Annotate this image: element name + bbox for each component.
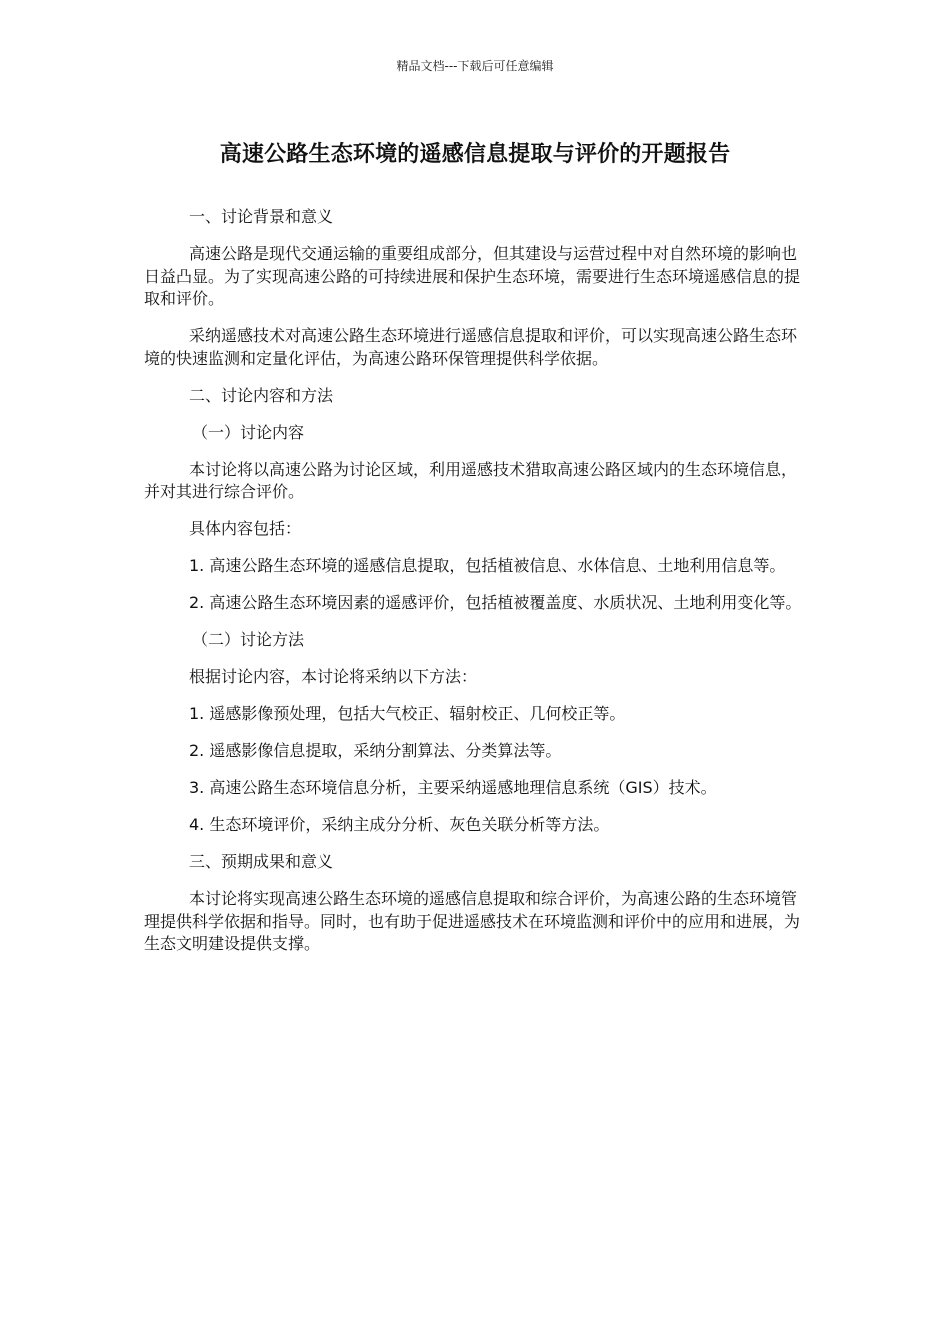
paragraph: 采纳遥感技术对高速公路生态环境进行遥感信息提取和评价，可以实现高速公路生态环境的快速监测和定量化评估，为高速公路环保管理提供科学依据。 xyxy=(144,326,798,368)
list-item: 2. 高速公路生态环境因素的遥感评价，包括植被覆盖度、水质状况、土地利用变化等。 xyxy=(189,593,802,612)
list-item: 1. 遥感影像预处理，包括大气校正、辐射校正、几何校正等。 xyxy=(189,704,626,723)
paragraph: 高速公路是现代交通运输的重要组成部分，但其建设与运营过程中对自然环境的影响也日益凸显。为了实现高速公路的可持续进展和保护生态环境，需要进行生态环境遥感信息的提取和评价。 xyxy=(144,244,801,308)
list-item: 1. 高速公路生态环境的遥感信息提取，包括植被信息、水体信息、土地利用信息等。 xyxy=(189,556,786,575)
paragraph: 根据讨论内容，本讨论将采纳以下方法： xyxy=(189,667,478,686)
paragraph: 本讨论将以高速公路为讨论区域，利用遥感技术猎取高速公路区域内的生态环境信息，并对其进行综合评价。 xyxy=(144,459,798,501)
list-item: 4. 生态环境评价，采纳主成分分析、灰色关联分析等方法。 xyxy=(189,815,610,834)
list-item: 3. 高速公路生态环境信息分析，主要采纳遥感地理信息系统（GIS）技术。 xyxy=(189,778,717,797)
document-title: 高速公路生态环境的遥感信息提取与评价的开题报告 xyxy=(219,142,731,167)
section-heading-outcomes: 三、预期成果和意义 xyxy=(189,852,334,871)
list-item: 2. 遥感影像信息提取，采纳分割算法、分类算法等。 xyxy=(189,741,562,760)
document-body xyxy=(144,206,806,970)
section-heading-content-methods: 二、讨论内容和方法 xyxy=(189,385,334,405)
page-header: 精品文档---下载后可任意编辑 xyxy=(396,59,554,73)
paragraph: 本讨论将实现高速公路生态环境的遥感信息提取和综合评价，为高速公路的生态环境管理提供科学依据和指导。同时，也有助于促进遥感技术在环境监测和评价中的应用和进展，为生态文明建设提供支撑。 xyxy=(144,889,801,953)
paragraph: 具体内容包括： xyxy=(189,519,302,538)
section-heading-background: 一、讨论背景和意义 xyxy=(189,207,334,226)
subsection-heading-content: （一）讨论内容 xyxy=(192,422,305,442)
subsection-heading-methods: （二）讨论方法 xyxy=(192,630,305,649)
